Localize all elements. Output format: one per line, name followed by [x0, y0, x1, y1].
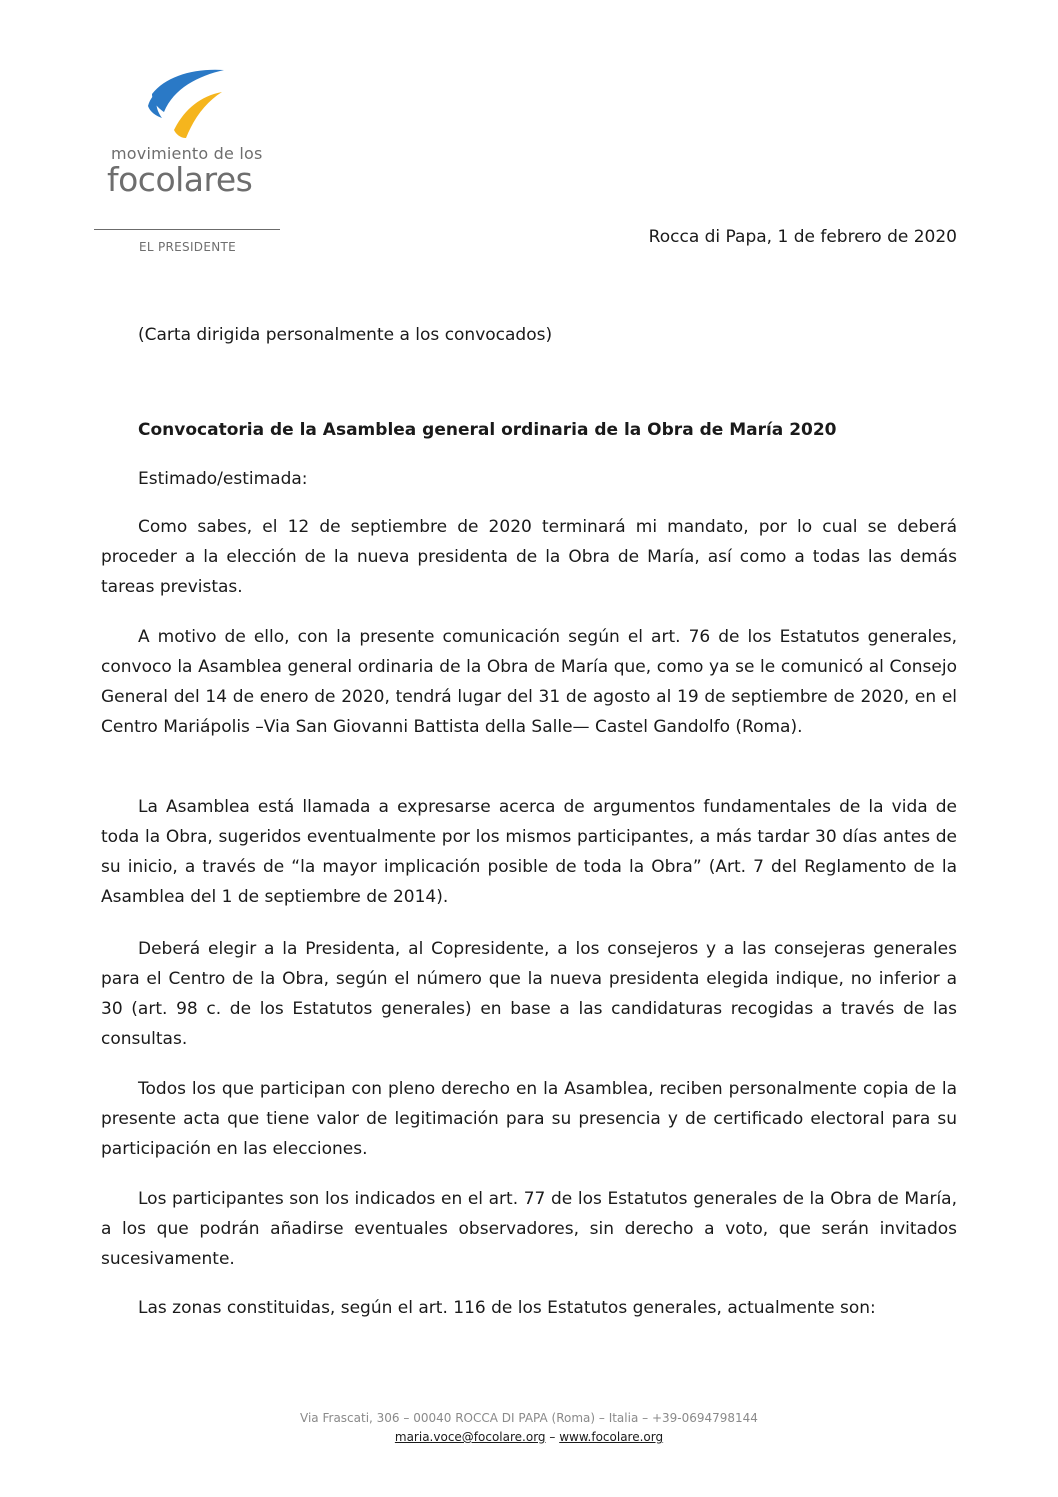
paragraph-6: Los participantes son los indicados en el art. 77 de los Estatutos generales de la Obra de María, a los que podrán añadirse eventuales observadores, sin derecho a voto, que serán invitados sucesivamente. [101, 1189, 957, 1269]
salutation: Estimado/estimada: [138, 469, 308, 489]
logo-text-line1: movimiento de los [111, 144, 263, 163]
sender-title: EL PRESIDENTE [139, 240, 237, 254]
paragraph-4: Deberá elegir a la Presidenta, al Copresidente, a los consejeros y a las consejeras generales para el Centro de la Obra, según el número que la nueva presidenta elegida indique, no inferior a 30 (art. 98 c. de los Estatutos generales) en base a las candidaturas recogidas a través de las consultas. [101, 939, 957, 1049]
paragraph-5: Todos los que participan con pleno derecho en la Asamblea, reciben personalmente copia de la presente acta que tiene valor de legitimación para su presencia y de certificado electoral para su participación en las elecciones. [101, 1079, 957, 1159]
paragraph-2: A motivo de ello, con la presente comunicación según el art. 76 de los Estatutos generales, convoco la Asamblea general ordinaria de la Obra de María que, como ya se le comunicó al Consejo General del 14 de enero de 2020, tendrá lugar del 31 de agosto al 19 de septiembre de 2020, en el Centro Mariápolis –Via San Giovanni Battista della Salle— Castel Gandolfo (Roma). [101, 627, 957, 737]
paragraph-7: Las zonas constituidas, según el art. 116 de los Estatutos generales, actualmente son: [138, 1298, 876, 1318]
addressed-note: (Carta dirigida personalmente a los convocados) [138, 325, 553, 345]
paragraph-1: Como sabes, el 12 de septiembre de 2020 terminará mi mandato, por lo cual se deberá proceder a la elección de la nueva presidenta de la Obra de María, así como a todas las demás tareas previstas. [101, 517, 957, 597]
footer-address: Via Frascati, 306 – 00040 ROCCA DI PAPA (Roma) – Italia – +39-0694798144 [300, 1411, 758, 1425]
website-link[interactable]: www.focolare.org [559, 1430, 664, 1444]
header-divider [94, 229, 280, 230]
footer-separator: – [549, 1430, 556, 1444]
logo-text-line2: focolares [107, 160, 253, 199]
footer-links [0, 1430, 1058, 1444]
email-link[interactable]: maria.voce@focolare.org [394, 1430, 546, 1444]
letter-date: Rocca di Papa, 1 de febrero de 2020 [648, 227, 957, 247]
paragraph-3: La Asamblea está llamada a expresarse acerca de argumentos fundamentales de la vida de toda la Obra, sugeridos eventualmente por los mismos participantes, a más tardar 30 días antes de su inicio, a través de “la mayor implicación posible de toda la Obra” (Art. 7 del Reglamento de la Asamblea del 1 de septiembre de 2014). [101, 797, 957, 907]
letter-title: Convocatoria de la Asamblea general ordinaria de la Obra de María 2020 [138, 420, 837, 440]
focolare-logo-icon [146, 68, 226, 140]
